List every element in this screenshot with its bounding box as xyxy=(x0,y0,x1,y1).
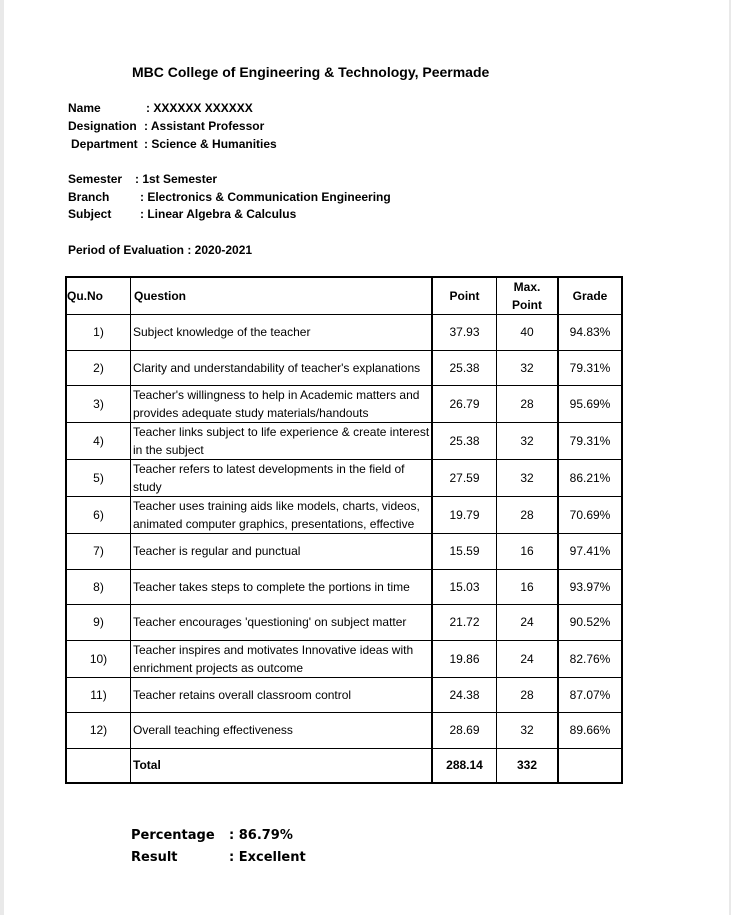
semester-value: : 1st Semester xyxy=(135,172,218,186)
name-row xyxy=(68,101,388,119)
question-number: 12) xyxy=(66,713,131,749)
grade-value: 79.31% xyxy=(558,350,622,386)
header-max-line2: Point xyxy=(512,298,542,312)
grade-value: 93.97% xyxy=(558,569,622,605)
subject-value: : Linear Algebra & Calculus xyxy=(140,207,297,221)
table-row xyxy=(66,713,622,749)
table-row xyxy=(66,386,622,423)
grade-value: 82.76% xyxy=(558,640,622,677)
department-row xyxy=(71,137,391,155)
max-point-value: 32 xyxy=(497,350,559,386)
designation-label: Designation xyxy=(68,119,137,133)
evaluation-table xyxy=(65,276,623,784)
max-point-value: 28 xyxy=(497,497,559,534)
college-title: MBC College of Engineering & Technology, Peermade xyxy=(132,64,490,80)
question-text: Overall teaching effectiveness xyxy=(131,713,433,749)
max-point-value: 24 xyxy=(497,605,559,641)
table-row xyxy=(66,569,622,605)
max-point-value: 32 xyxy=(497,460,559,497)
table-row xyxy=(66,677,622,713)
grade-value: 79.31% xyxy=(558,423,622,460)
percentage-value: : 86.79% xyxy=(229,828,293,843)
max-point-value: 28 xyxy=(497,677,559,713)
header-question: Question xyxy=(131,277,433,315)
name-value: : XXXXXX XXXXXX xyxy=(146,101,253,115)
grade-value: 95.69% xyxy=(558,386,622,423)
question-text: Teacher takes steps to complete the portions in time xyxy=(131,569,433,605)
grade-value: 90.52% xyxy=(558,605,622,641)
question-text: Subject knowledge of the teacher xyxy=(131,315,433,351)
point-value: 25.38 xyxy=(432,350,497,386)
evaluation-period: Period of Evaluation : 2020-2021 xyxy=(68,243,253,257)
page-edge-left xyxy=(0,0,4,915)
designation-row xyxy=(68,119,388,137)
grade-value: 89.66% xyxy=(558,713,622,749)
grade-value: 70.69% xyxy=(558,497,622,534)
table-row xyxy=(66,460,622,497)
max-point-value: 28 xyxy=(497,386,559,423)
table-row xyxy=(66,640,622,677)
max-point-value: 16 xyxy=(497,534,559,570)
question-number: 9) xyxy=(66,605,131,641)
result-value: : Excellent xyxy=(229,850,306,865)
question-number: 7) xyxy=(66,534,131,570)
table-row xyxy=(66,497,622,534)
point-value: 28.69 xyxy=(432,713,497,749)
semester-row xyxy=(68,172,408,190)
total-max: 332 xyxy=(497,748,559,783)
branch-row xyxy=(68,190,408,208)
question-text: Teacher links subject to life experience & create interest in the subject xyxy=(131,423,433,460)
question-number: 6) xyxy=(66,497,131,534)
total-qno-cell xyxy=(66,748,131,783)
max-point-value: 40 xyxy=(497,315,559,351)
max-point-value: 24 xyxy=(497,640,559,677)
question-number: 8) xyxy=(66,569,131,605)
branch-value: : Electronics & Communication Engineering xyxy=(140,190,391,204)
percentage-label: Percentage xyxy=(131,828,215,843)
table-header-row xyxy=(66,277,622,315)
question-number: 2) xyxy=(66,350,131,386)
point-value: 27.59 xyxy=(432,460,497,497)
department-value: : Science & Humanities xyxy=(144,137,277,151)
question-text: Teacher uses training aids like models, charts, videos, animated computer graphics, presentations, effective xyxy=(131,497,433,534)
question-number: 10) xyxy=(66,640,131,677)
question-text: Teacher inspires and motivates Innovative ideas with enrichment projects as outcome xyxy=(131,640,433,677)
point-value: 15.59 xyxy=(432,534,497,570)
grade-value: 97.41% xyxy=(558,534,622,570)
table-row xyxy=(66,423,622,460)
max-point-value: 16 xyxy=(497,569,559,605)
subject-label: Subject xyxy=(68,207,112,221)
question-number: 4) xyxy=(66,423,131,460)
point-value: 21.72 xyxy=(432,605,497,641)
point-value: 15.03 xyxy=(432,569,497,605)
total-grade xyxy=(558,748,622,783)
question-text: Teacher is regular and punctual xyxy=(131,534,433,570)
max-point-value: 32 xyxy=(497,713,559,749)
question-text: Clarity and understandability of teacher's explanations xyxy=(131,350,433,386)
header-max-line1: Max. xyxy=(513,280,541,294)
table-row xyxy=(66,315,622,351)
total-row xyxy=(66,748,622,783)
branch-label: Branch xyxy=(68,190,110,204)
grade-value: 86.21% xyxy=(558,460,622,497)
header-grade: Grade xyxy=(558,277,622,315)
grade-value: 87.07% xyxy=(558,677,622,713)
grade-value: 94.83% xyxy=(558,315,622,351)
question-text: Teacher's willingness to help in Academic matters and provides adequate study materials/handouts xyxy=(131,386,433,423)
result-label: Result xyxy=(131,850,178,865)
question-text: Teacher encourages 'questioning' on subject matter xyxy=(131,605,433,641)
question-number: 5) xyxy=(66,460,131,497)
semester-label: Semester xyxy=(68,172,123,186)
question-text: Teacher refers to latest developments in the field of study xyxy=(131,460,433,497)
point-value: 26.79 xyxy=(432,386,497,423)
question-text: Teacher retains overall classroom control xyxy=(131,677,433,713)
header-qno: Qu.No xyxy=(66,277,131,315)
max-point-value: 32 xyxy=(497,423,559,460)
point-value: 25.38 xyxy=(432,423,497,460)
header-point: Point xyxy=(432,277,497,315)
table-row xyxy=(66,605,622,641)
total-point: 288.14 xyxy=(432,748,497,783)
name-label: Name xyxy=(68,101,101,115)
total-label: Total xyxy=(131,748,433,783)
subject-row xyxy=(68,207,408,225)
header-max-point xyxy=(497,277,559,315)
point-value: 24.38 xyxy=(432,677,497,713)
question-number: 1) xyxy=(66,315,131,351)
point-value: 19.79 xyxy=(432,497,497,534)
department-label: Department xyxy=(71,137,138,151)
point-value: 37.93 xyxy=(432,315,497,351)
table-row xyxy=(66,534,622,570)
designation-value: : Assistant Professor xyxy=(144,119,265,133)
question-number: 11) xyxy=(66,677,131,713)
point-value: 19.86 xyxy=(432,640,497,677)
table-row xyxy=(66,350,622,386)
question-number: 3) xyxy=(66,386,131,423)
